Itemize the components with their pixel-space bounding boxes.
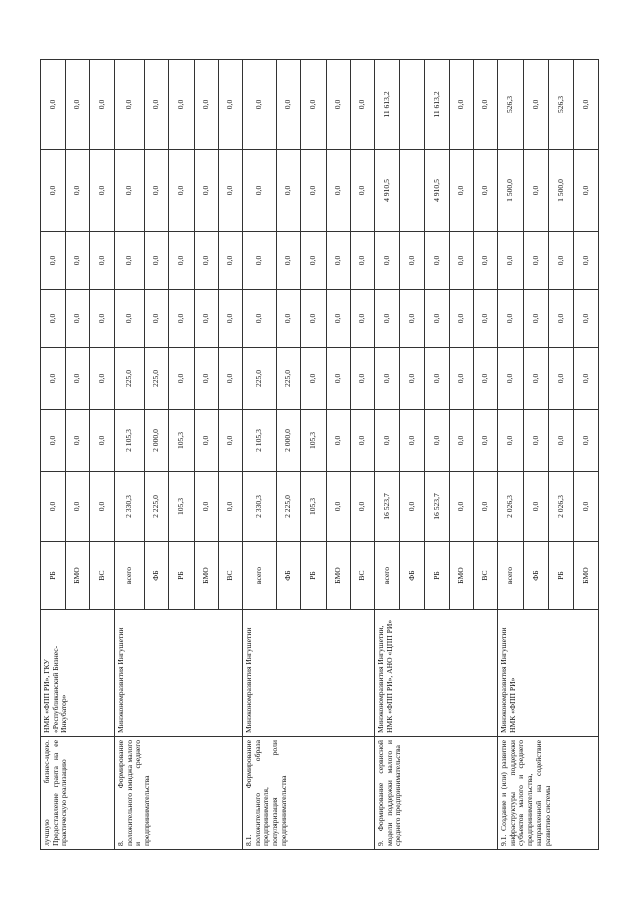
- amount-cell: 0,0: [351, 472, 375, 542]
- funding-source-cell: ФБ: [524, 542, 549, 610]
- measure-name: 9. Формирование сервисной модели поддержки малого и среднего предпринимательства: [375, 737, 498, 850]
- executor-cell: Минэкономразвития Ингушетии: [243, 610, 375, 737]
- funding-source-cell: РБ: [301, 542, 327, 610]
- measure-name: 8.1. Формирование положительного образа предпринимателя, популяризация роли предпринимательства: [243, 737, 375, 850]
- funding-source-cell: всего: [375, 542, 400, 610]
- amount-cell: 0,0: [400, 290, 425, 348]
- budget-table: [40, 59, 599, 850]
- amount-cell: 0,0: [549, 232, 574, 290]
- amount-cell: 0,0: [66, 410, 90, 472]
- amount-cell: 2 225,0: [277, 472, 301, 542]
- amount-cell: 0,0: [90, 410, 115, 472]
- amount-cell: 0,0: [327, 60, 351, 150]
- amount-cell: 0,0: [351, 150, 375, 232]
- amount-cell: 2 105,3: [115, 410, 145, 472]
- amount-cell: 0,0: [400, 232, 425, 290]
- amount-cell: 105,3: [169, 472, 195, 542]
- amount-cell: 0,0: [375, 348, 400, 410]
- amount-cell: 0,0: [400, 472, 425, 542]
- funding-source-cell: БМО: [327, 542, 351, 610]
- amount-cell: 4 910,5: [375, 150, 400, 232]
- amount-cell: 0,0: [243, 290, 277, 348]
- amount-cell: 0,0: [169, 290, 195, 348]
- amount-cell: 0,0: [115, 150, 145, 232]
- amount-cell: 0,0: [169, 150, 195, 232]
- amount-cell: 0,0: [450, 290, 474, 348]
- amount-cell: 0,0: [450, 60, 474, 150]
- amount-cell: 0,0: [400, 348, 425, 410]
- amount-cell: 0,0: [115, 232, 145, 290]
- amount-cell: 0,0: [243, 232, 277, 290]
- amount-cell: 2 026,3: [549, 472, 574, 542]
- amount-cell: 0,0: [195, 232, 219, 290]
- amount-cell: 0,0: [450, 150, 474, 232]
- executor-cell: НМК «ФПП РИ», ГКУ «Республиканский Бизнес-Инкубатор»: [41, 610, 115, 737]
- amount-cell: 0,0: [243, 150, 277, 232]
- amount-cell: 0,0: [145, 290, 169, 348]
- amount-cell: 0,0: [450, 472, 474, 542]
- amount-cell: 0,0: [195, 410, 219, 472]
- amount-cell: 225,0: [145, 348, 169, 410]
- amount-cell: 1 500,0: [498, 150, 524, 232]
- amount-cell: 1 500,0: [549, 150, 574, 232]
- amount-cell: 2 000,0: [145, 410, 169, 472]
- funding-source-cell: ФБ: [400, 542, 425, 610]
- executor-cell: Минэкономразвития Ингушетии, НМК «ФПП РИ», АНО «ЦПП РИ»: [375, 610, 498, 737]
- amount-cell: 105,3: [301, 472, 327, 542]
- amount-cell: 0,0: [450, 410, 474, 472]
- amount-cell: 0,0: [375, 410, 400, 472]
- amount-cell: 0,0: [169, 232, 195, 290]
- amount-cell: 0,0: [41, 290, 66, 348]
- amount-cell: 0,0: [169, 348, 195, 410]
- amount-cell: 0,0: [425, 348, 450, 410]
- funding-source-cell: БМО: [66, 542, 90, 610]
- amount-cell: 0,0: [524, 290, 549, 348]
- amount-cell: 2 026,3: [498, 472, 524, 542]
- amount-cell: 0,0: [574, 60, 599, 150]
- amount-cell: 0,0: [574, 348, 599, 410]
- funding-source-cell: ФБ: [277, 542, 301, 610]
- amount-cell: 0,0: [474, 290, 498, 348]
- amount-cell: 0,0: [41, 60, 66, 150]
- amount-cell: 0,0: [90, 150, 115, 232]
- amount-cell: 0,0: [90, 290, 115, 348]
- document-page: [40, 60, 590, 850]
- funding-source-cell: БМО: [450, 542, 474, 610]
- amount-cell: 0,0: [195, 348, 219, 410]
- amount-cell: 0,0: [301, 348, 327, 410]
- amount-cell: 0,0: [145, 150, 169, 232]
- amount-cell: 0,0: [145, 232, 169, 290]
- funding-source-cell: РБ: [425, 542, 450, 610]
- amount-cell: 0,0: [498, 232, 524, 290]
- amount-cell: 0,0: [115, 290, 145, 348]
- measure-name: 9.1. Создание и (или) развитие инфраструктуры поддержки субъектов малого и среднего предпринимательства, направленной на содействие развитию системы: [498, 737, 599, 850]
- amount-cell: 0,0: [375, 290, 400, 348]
- amount-cell: 0,0: [375, 232, 400, 290]
- amount-cell: 526,3: [498, 60, 524, 150]
- amount-cell: 0,0: [301, 60, 327, 150]
- amount-cell: 0,0: [219, 150, 243, 232]
- amount-cell: 0,0: [425, 290, 450, 348]
- amount-cell: 0,0: [524, 472, 549, 542]
- funding-source-cell: БМО: [195, 542, 219, 610]
- amount-cell: 0,0: [169, 60, 195, 150]
- amount-cell: 0,0: [474, 150, 498, 232]
- amount-cell: [400, 150, 425, 232]
- amount-cell: 0,0: [145, 60, 169, 150]
- table-row: [498, 60, 524, 850]
- amount-cell: 2 330,3: [115, 472, 145, 542]
- amount-cell: 0,0: [327, 150, 351, 232]
- amount-cell: 0,0: [243, 60, 277, 150]
- amount-cell: 0,0: [474, 472, 498, 542]
- amount-cell: 0,0: [41, 348, 66, 410]
- amount-cell: 16 523,7: [425, 472, 450, 542]
- amount-cell: 0,0: [301, 290, 327, 348]
- amount-cell: 0,0: [474, 232, 498, 290]
- amount-cell: 0,0: [327, 348, 351, 410]
- amount-cell: 0,0: [524, 348, 549, 410]
- amount-cell: 0,0: [524, 410, 549, 472]
- amount-cell: 0,0: [195, 472, 219, 542]
- amount-cell: 0,0: [301, 232, 327, 290]
- amount-cell: 11 613,2: [375, 60, 400, 150]
- amount-cell: 0,0: [474, 410, 498, 472]
- amount-cell: 0,0: [574, 232, 599, 290]
- amount-cell: 0,0: [41, 410, 66, 472]
- amount-cell: 0,0: [195, 150, 219, 232]
- amount-cell: 0,0: [425, 410, 450, 472]
- amount-cell: 0,0: [219, 60, 243, 150]
- amount-cell: 105,3: [301, 410, 327, 472]
- table-row: [375, 60, 400, 850]
- amount-cell: 0,0: [351, 410, 375, 472]
- funding-source-cell: всего: [115, 542, 145, 610]
- amount-cell: 0,0: [400, 410, 425, 472]
- amount-cell: 0,0: [524, 232, 549, 290]
- amount-cell: 0,0: [574, 150, 599, 232]
- amount-cell: 0,0: [301, 150, 327, 232]
- funding-source-cell: всего: [243, 542, 277, 610]
- amount-cell: 105,3: [169, 410, 195, 472]
- amount-cell: 0,0: [66, 60, 90, 150]
- amount-cell: 0,0: [41, 232, 66, 290]
- amount-cell: 0,0: [219, 348, 243, 410]
- amount-cell: 0,0: [277, 290, 301, 348]
- amount-cell: 0,0: [195, 290, 219, 348]
- amount-cell: 0,0: [574, 410, 599, 472]
- amount-cell: 0,0: [90, 472, 115, 542]
- amount-cell: 4 910,5: [425, 150, 450, 232]
- amount-cell: 0,0: [450, 348, 474, 410]
- amount-cell: 0,0: [195, 60, 219, 150]
- amount-cell: 0,0: [66, 472, 90, 542]
- amount-cell: 0,0: [219, 232, 243, 290]
- amount-cell: 225,0: [243, 348, 277, 410]
- amount-cell: 0,0: [574, 290, 599, 348]
- amount-cell: 0,0: [351, 290, 375, 348]
- amount-cell: 0,0: [41, 150, 66, 232]
- amount-cell: 0,0: [549, 410, 574, 472]
- amount-cell: 0,0: [549, 348, 574, 410]
- amount-cell: 0,0: [351, 60, 375, 150]
- funding-source-cell: ВС: [90, 542, 115, 610]
- amount-cell: 2 105,3: [243, 410, 277, 472]
- executor-cell: Минэкономразвития Ингушетии НМК «ФПП РИ»: [498, 610, 599, 737]
- amount-cell: 0,0: [115, 60, 145, 150]
- amount-cell: 0,0: [474, 60, 498, 150]
- amount-cell: 0,0: [219, 410, 243, 472]
- amount-cell: 225,0: [277, 348, 301, 410]
- amount-cell: 0,0: [498, 290, 524, 348]
- amount-cell: 0,0: [66, 150, 90, 232]
- funding-source-cell: ФБ: [145, 542, 169, 610]
- funding-source-cell: ВС: [474, 542, 498, 610]
- amount-cell: 0,0: [450, 232, 474, 290]
- funding-source-cell: БМО: [574, 542, 599, 610]
- funding-source-cell: ВС: [351, 542, 375, 610]
- table-row: [41, 60, 66, 850]
- amount-cell: 0,0: [66, 232, 90, 290]
- measure-name: 8. Формирование положительного имиджа малого и среднего предпринимательства: [115, 737, 243, 850]
- amount-cell: 0,0: [327, 290, 351, 348]
- amount-cell: 11 613,2: [425, 60, 450, 150]
- amount-cell: 0,0: [327, 232, 351, 290]
- amount-cell: 0,0: [90, 232, 115, 290]
- amount-cell: 0,0: [524, 60, 549, 150]
- executor-cell: Минэкономразвития Ингушетии: [115, 610, 243, 737]
- amount-cell: 16 523,7: [375, 472, 400, 542]
- amount-cell: [400, 60, 425, 150]
- amount-cell: 0,0: [498, 348, 524, 410]
- amount-cell: 0,0: [574, 472, 599, 542]
- amount-cell: 2 330,3: [243, 472, 277, 542]
- amount-cell: 0,0: [327, 410, 351, 472]
- amount-cell: 0,0: [425, 232, 450, 290]
- rotated-table-container: [40, 60, 590, 850]
- funding-source-cell: ВС: [219, 542, 243, 610]
- amount-cell: 0,0: [351, 232, 375, 290]
- amount-cell: 0,0: [524, 150, 549, 232]
- funding-source-cell: РБ: [41, 542, 66, 610]
- amount-cell: 0,0: [66, 348, 90, 410]
- amount-cell: 526,3: [549, 60, 574, 150]
- amount-cell: 0,0: [277, 232, 301, 290]
- amount-cell: 2 000,0: [277, 410, 301, 472]
- amount-cell: 0,0: [277, 60, 301, 150]
- amount-cell: 0,0: [474, 348, 498, 410]
- table-row: [243, 60, 277, 850]
- amount-cell: 0,0: [41, 472, 66, 542]
- amount-cell: 0,0: [277, 150, 301, 232]
- amount-cell: 0,0: [351, 348, 375, 410]
- funding-source-cell: РБ: [549, 542, 574, 610]
- table-row: [115, 60, 145, 850]
- funding-source-cell: всего: [498, 542, 524, 610]
- amount-cell: 2 225,0: [145, 472, 169, 542]
- measure-name: лучшую бизнес-идею. Предоставление гранта на ее практическую реализацию: [41, 737, 115, 850]
- amount-cell: 0,0: [219, 290, 243, 348]
- amount-cell: 225,0: [115, 348, 145, 410]
- funding-source-cell: РБ: [169, 542, 195, 610]
- amount-cell: 0,0: [327, 472, 351, 542]
- amount-cell: 0,0: [90, 60, 115, 150]
- amount-cell: 0,0: [498, 410, 524, 472]
- amount-cell: 0,0: [549, 290, 574, 348]
- amount-cell: 0,0: [90, 348, 115, 410]
- amount-cell: 0,0: [66, 290, 90, 348]
- amount-cell: 0,0: [219, 472, 243, 542]
